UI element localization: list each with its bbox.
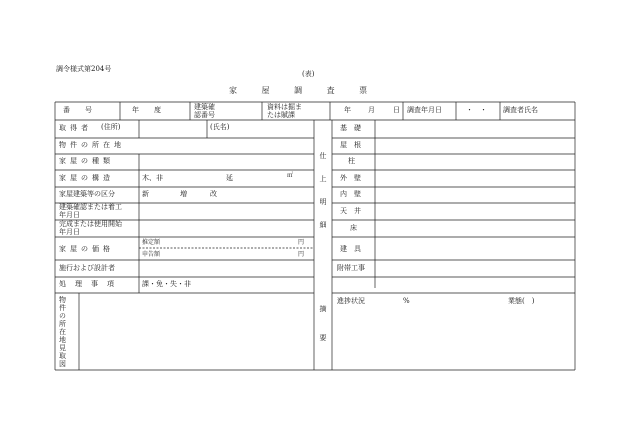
item-ancillary-works: 附帯工事 [337,264,365,272]
item-fittings: 建 具 [340,245,361,253]
estimate-label: 推定額 [142,239,161,246]
progress-label: 進捗状況 [337,297,365,305]
item-exterior-wall: 外 壁 [340,174,361,182]
acquirer-label: 取得者 [59,124,92,132]
estimate-yen: 円 [298,239,305,246]
year-label: 年 度 [132,106,165,114]
build-option-extend: 増 [180,190,187,198]
name-label: (氏名) [210,123,230,131]
confirm-start-label-2: 年月日 [59,211,80,219]
complete-use-label-2: 年月日 [59,228,80,236]
item-interior-wall: 内 壁 [340,190,361,198]
build-option-remodel: 改 [210,190,217,198]
item-pillar: 柱 [348,157,355,165]
location-label: 物件の所在地 [59,141,125,149]
build-option-new: 新 [142,190,149,198]
page-title: 家 屋 調 査 票 [229,86,379,95]
processing-value: 課・免・失・非 [142,280,191,288]
summary-label: 摘要 [319,305,327,363]
declared-yen: 円 [298,251,305,258]
item-roof: 屋 根 [340,141,361,149]
floor-area-label: 延 [226,174,233,182]
form-code: 調令様式第204号 [56,65,112,73]
build-class-label: 家屋建築等の区分 [59,190,115,198]
survey-date-label: 調査年月日 [407,106,442,114]
side-label: (表) [302,70,315,78]
date-day-mark: 日 [393,106,400,114]
business-label: 業態( ) [508,297,535,305]
processing-label: 処理事項 [59,280,123,288]
progress-percent: % [403,297,410,305]
item-foundation: 基 礎 [340,124,361,132]
building-conf-label-1: 建築確 [194,103,215,111]
kind-label: 家屋の種類 [59,157,114,165]
finish-label: 仕上明細 [319,152,327,244]
date-year-mark: 年 [344,106,351,114]
number-label: 番 号 [63,106,96,114]
structure-label: 家屋の構造 [59,174,114,182]
declared-label: 申告額 [142,251,161,258]
remarks-label: 物件の所在地見取図 [58,296,67,368]
structure-value: 木、非 [142,174,163,182]
floor-unit: ㎡ [287,172,294,179]
address-label: (住所) [101,123,121,131]
doc-source-label-1: 資料は掘ま [267,103,302,111]
item-floor: 床 [350,224,357,232]
confirm-start-label-1: 建築確認または着工 [59,203,122,211]
surveyor-label: 調査者氏名 [503,106,538,114]
building-conf-label-2: 認番号 [194,111,215,119]
survey-date-dots: ・ ・ [466,106,487,114]
complete-use-label-1: 完成または使用開始 [59,220,122,228]
builder-label: 施行および設計者 [59,264,115,272]
item-ceiling: 天 井 [340,207,361,215]
date-month-mark: 月 [368,106,375,114]
doc-source-label-2: たは賦課 [267,111,295,119]
price-label: 家屋の価格 [59,245,114,253]
